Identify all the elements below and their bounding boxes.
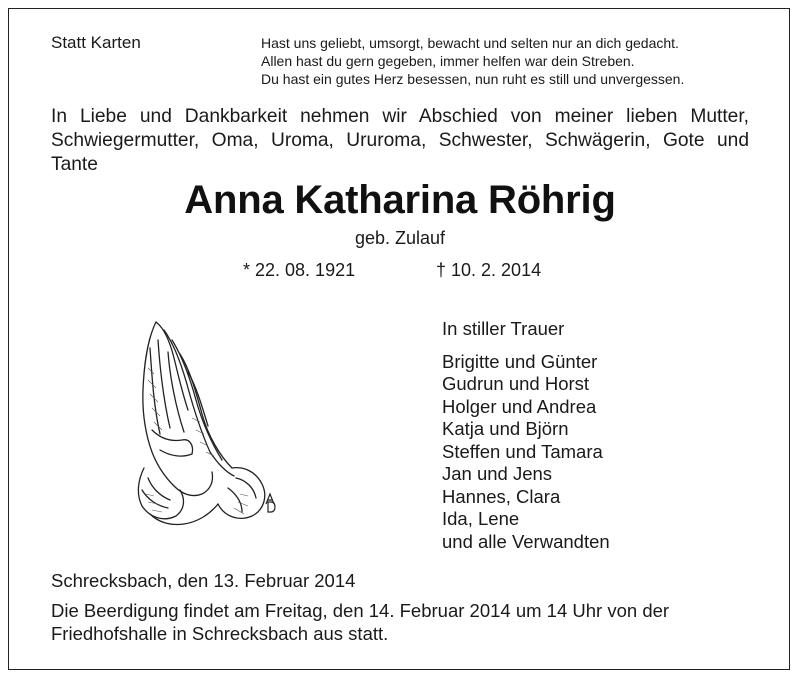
mourners-heading: In stiller Trauer: [442, 318, 565, 339]
mourner-name: Jan und Jens: [442, 463, 553, 484]
funeral-info: Die Beerdigung findet am Freitag, den 14. Februar 2014 um 14 Uhr von der Friedhofshalle in Schrecksbach aus statt.: [51, 600, 670, 644]
mourner-name: Gudrun und Horst: [442, 373, 590, 394]
intro-text: In Liebe und Dankbarkeit nehmen wir Abschied von meiner lieben Mutter, Schwiegermutter, Oma, Uroma, Ururoma, Schwester, Schwägerin, Gote und Tante: [51, 106, 749, 175]
poem: [261, 34, 761, 88]
mourner-name: Steffen und Tamara: [442, 440, 603, 462]
mourner-name: Holger und Andrea: [442, 395, 597, 417]
poem-line: Du hast ein gutes Herz besessen, nun ruht es still und unvergessen.: [261, 71, 685, 87]
statt-karten-label: Statt Karten: [51, 33, 141, 52]
mourner-name: Hannes, Clara: [442, 485, 561, 507]
poem-line: Hast uns geliebt, umsorgt, bewacht und selten nur an dich gedacht.: [261, 35, 679, 51]
death-date: † 10. 2. 2014: [436, 260, 542, 280]
poem-line: Allen hast du gern gegeben, immer helfen war dein Streben.: [261, 53, 635, 69]
maiden-name: geb. Zulauf: [354, 228, 446, 248]
mourners-block: [442, 318, 610, 553]
birth-date: * 22. 08. 1921: [243, 260, 356, 280]
praying-hands-icon: [130, 318, 280, 528]
mourner-name: und alle Verwandten: [442, 530, 610, 552]
mourner-name: Brigitte und Günter: [442, 350, 598, 372]
place-and-date: Schrecksbach, den 13. Februar 2014: [51, 570, 356, 591]
mourner-name: Ida, Lene: [442, 508, 520, 529]
mourner-name: Katja und Björn: [442, 418, 569, 439]
deceased-name: Anna Katharina Röhrig: [184, 178, 616, 222]
